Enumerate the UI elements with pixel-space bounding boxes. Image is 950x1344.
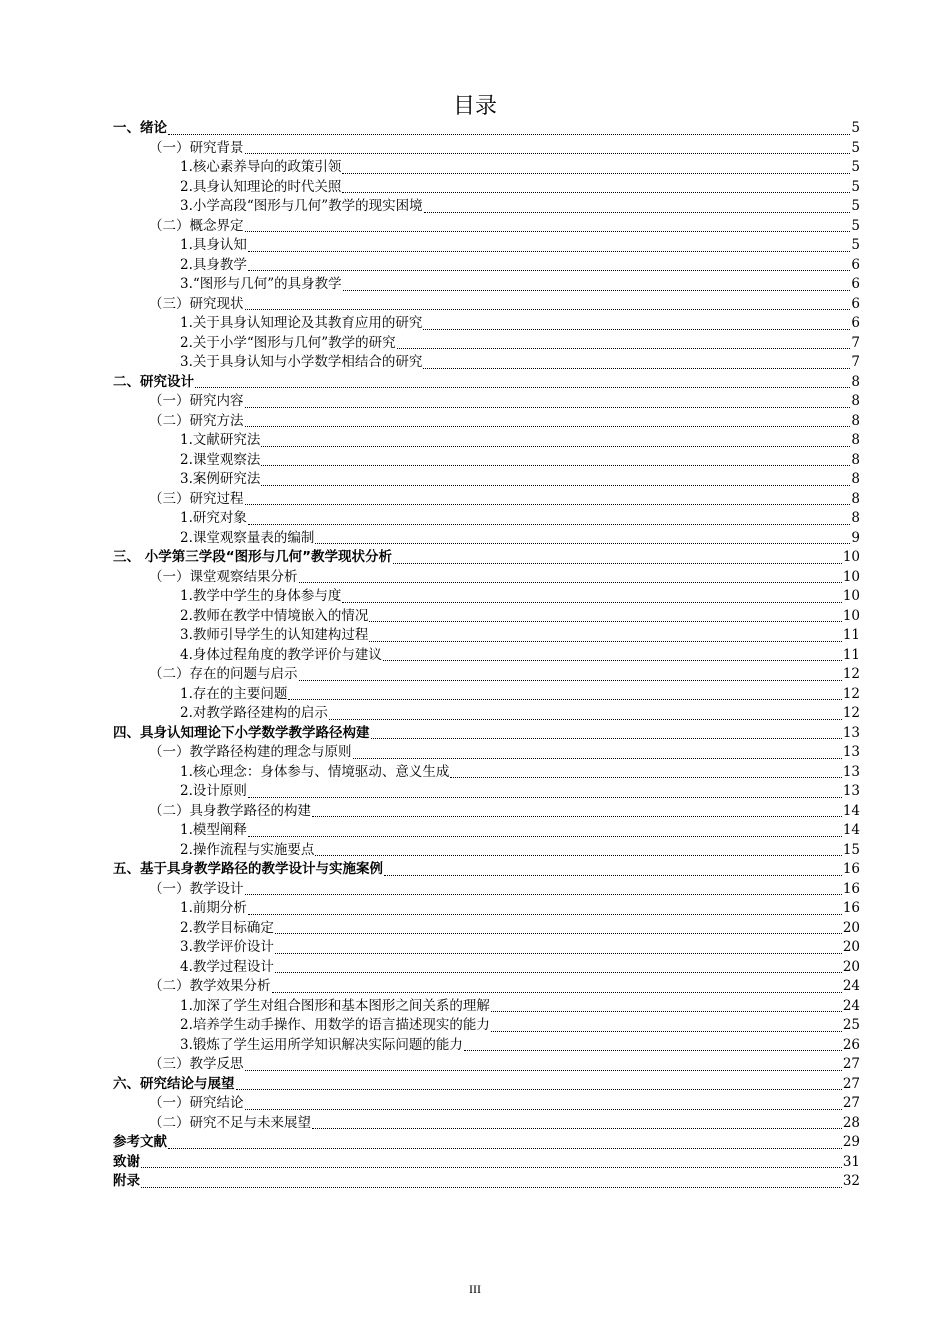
toc-entry-page-number: 32 — [842, 1173, 860, 1189]
toc-entry-page-number: 12 — [842, 666, 860, 682]
dot-leader — [299, 581, 842, 583]
toc-entry-label: 2.具身教学 — [180, 256, 247, 273]
toc-entry-label: （二）研究方法 — [149, 412, 244, 429]
toc-entry[interactable] — [113, 782, 860, 802]
dot-leader — [315, 542, 850, 544]
toc-entry-label: 1.核心素养导向的政策引领 — [180, 159, 342, 175]
toc-entry[interactable] — [113, 919, 860, 939]
toc-entry-label: 1.具身认知 — [180, 237, 247, 253]
dot-leader — [245, 1069, 842, 1071]
dot-leader — [342, 191, 850, 193]
dot-leader — [248, 250, 851, 252]
toc-entry[interactable] — [113, 821, 860, 841]
toc-entry-page-number: 6 — [851, 276, 860, 292]
toc-entry-page-number: 27 — [842, 1095, 860, 1111]
dot-leader — [450, 776, 841, 778]
toc-entry[interactable] — [113, 334, 860, 354]
toc-entry-label: （二）存在的问题与启示 — [149, 666, 298, 682]
toc-entry-page-number: 13 — [842, 724, 860, 741]
toc-entry-label: 一、绪论 — [113, 120, 167, 136]
toc-entry-page-number: 5 — [851, 139, 860, 156]
toc-entry-page-number: 20 — [842, 919, 860, 936]
dot-leader — [245, 1108, 842, 1110]
dot-leader — [168, 1147, 842, 1149]
toc-entry-label: 2.对教学路径建构的启示 — [180, 705, 328, 721]
toc-entry-label: 3.教师引导学生的认知建构过程 — [180, 627, 369, 643]
toc-entry-label: 2.关于小学“图形与几何”教学的研究 — [180, 334, 396, 351]
toc-entry[interactable] — [113, 1055, 860, 1075]
toc-entry-page-number: 13 — [842, 763, 860, 780]
table-of-contents — [113, 119, 860, 1192]
toc-entry-label: 3.“图形与几何”的具身教学 — [180, 276, 342, 292]
toc-entry[interactable] — [113, 236, 860, 256]
dot-leader — [342, 172, 850, 174]
dot-leader — [236, 1088, 842, 1090]
toc-entry-label: （一）研究结论 — [149, 1095, 244, 1111]
toc-entry[interactable] — [113, 958, 860, 978]
toc-entry[interactable] — [113, 197, 860, 217]
toc-entry[interactable] — [113, 607, 860, 627]
dot-leader — [141, 1186, 842, 1188]
toc-entry-page-number: 8 — [851, 412, 860, 429]
toc-entry-page-number: 16 — [842, 880, 860, 897]
toc-entry-page-number: 6 — [851, 256, 860, 273]
toc-entry-page-number: 8 — [851, 471, 860, 487]
toc-entry[interactable] — [113, 1153, 860, 1173]
dot-leader — [245, 893, 842, 895]
toc-entry-label: （三）研究现状 — [149, 295, 244, 312]
dot-leader — [245, 230, 851, 232]
dot-leader — [275, 932, 842, 934]
toc-entry-page-number: 16 — [842, 900, 860, 916]
toc-entry-label: 2.具身认知理论的时代关照 — [180, 178, 342, 195]
toc-entry-label: 3.教学评价设计 — [180, 939, 274, 955]
toc-entry-page-number: 8 — [851, 432, 860, 448]
dot-leader — [329, 718, 842, 720]
toc-entry-label: 1.存在的主要问题 — [180, 685, 288, 702]
toc-entry-page-number: 8 — [851, 510, 860, 526]
toc-entry[interactable] — [113, 977, 860, 997]
toc-entry-label: 1.研究对象 — [180, 510, 247, 526]
toc-entry-page-number: 24 — [842, 997, 860, 1014]
toc-entry-label: 2.教师在教学中情境嵌入的情况 — [180, 607, 369, 624]
dot-leader — [248, 913, 842, 915]
toc-entry-label: 1.文献研究法 — [180, 432, 261, 448]
toc-entry[interactable] — [113, 353, 860, 373]
dot-leader — [261, 445, 850, 447]
dot-leader — [275, 952, 842, 954]
toc-entry-label: 六、研究结论与展望 — [113, 1075, 235, 1092]
toc-entry[interactable] — [113, 1094, 860, 1114]
dot-leader — [272, 991, 842, 993]
toc-entry[interactable] — [113, 997, 860, 1017]
toc-entry-label: 参考文献 — [113, 1134, 167, 1150]
toc-entry[interactable] — [113, 665, 860, 685]
toc-entry-page-number: 8 — [851, 373, 860, 390]
toc-entry-label: 2.操作流程与实施要点 — [180, 841, 315, 858]
dot-leader — [168, 133, 850, 135]
toc-entry-label: （一）研究背景 — [149, 139, 244, 156]
dot-leader — [393, 562, 842, 564]
dot-leader — [397, 347, 851, 349]
toc-entry-page-number: 14 — [842, 822, 860, 838]
toc-entry-page-number: 5 — [851, 120, 860, 136]
toc-entry[interactable] — [113, 178, 860, 198]
toc-entry-label: （一）研究内容 — [149, 393, 244, 409]
toc-entry-page-number: 25 — [842, 1017, 860, 1033]
toc-entry-page-number: 10 — [842, 549, 860, 565]
toc-entry[interactable] — [113, 275, 860, 295]
toc-entry[interactable] — [113, 724, 860, 744]
toc-entry-page-number: 14 — [842, 802, 860, 819]
dot-leader — [424, 211, 851, 213]
toc-entry-label: 附录 — [113, 1173, 140, 1189]
toc-entry[interactable] — [113, 139, 860, 159]
toc-entry-label: （三）研究过程 — [149, 490, 244, 507]
toc-entry-label: 3.关于具身认知与小学数学相结合的研究 — [180, 354, 423, 370]
toc-entry[interactable] — [113, 392, 860, 412]
dot-leader — [491, 1030, 842, 1032]
toc-entry-label: 1.前期分析 — [180, 900, 247, 916]
toc-entry-page-number: 5 — [851, 217, 860, 234]
toc-entry[interactable] — [113, 1114, 860, 1134]
toc-entry-label: 四、具身认知理论下小学数学教学路径构建 — [113, 724, 370, 741]
toc-entry-label: 1.关于具身认知理论及其教育应用的研究 — [180, 315, 423, 331]
toc-entry-label: 2.设计原则 — [180, 783, 247, 799]
dot-leader — [248, 269, 851, 271]
dot-leader — [353, 757, 842, 759]
dot-leader — [245, 152, 851, 154]
toc-entry-label: （二）研究不足与未来展望 — [149, 1114, 311, 1131]
toc-entry[interactable] — [113, 1075, 860, 1095]
toc-entry-label: （二）概念界定 — [149, 217, 244, 234]
toc-entry-page-number: 8 — [851, 490, 860, 507]
toc-entry-page-number: 9 — [851, 529, 860, 546]
toc-entry[interactable] — [113, 587, 860, 607]
toc-entry[interactable] — [113, 412, 860, 432]
toc-entry-label: 二、研究设计 — [113, 373, 194, 390]
toc-entry[interactable] — [113, 217, 860, 237]
toc-entry-page-number: 15 — [842, 841, 860, 858]
toc-entry-page-number: 20 — [842, 958, 860, 975]
page-number: III — [469, 1282, 481, 1296]
toc-entry[interactable] — [113, 431, 860, 451]
toc-entry-page-number: 27 — [842, 1075, 860, 1092]
toc-entry-page-number: 10 — [842, 568, 860, 585]
toc-entry[interactable] — [113, 373, 860, 393]
toc-entry-page-number: 31 — [842, 1153, 860, 1170]
dot-leader — [384, 874, 842, 876]
toc-entry-page-number: 11 — [842, 646, 860, 663]
toc-entry[interactable] — [113, 802, 860, 822]
toc-entry[interactable] — [113, 119, 860, 139]
dot-leader — [369, 620, 841, 622]
toc-entry-page-number: 7 — [851, 354, 860, 370]
toc-entry[interactable] — [113, 1133, 860, 1153]
toc-entry-label: 3.案例研究法 — [180, 471, 261, 487]
toc-entry[interactable] — [113, 1172, 860, 1192]
toc-entry-label: 五、基于具身教学路径的教学设计与实施案例 — [113, 861, 383, 877]
toc-entry-page-number: 10 — [842, 607, 860, 624]
toc-entry-page-number: 5 — [851, 237, 860, 253]
toc-entry-page-number: 27 — [842, 1056, 860, 1072]
toc-entry[interactable] — [113, 704, 860, 724]
toc-entry-page-number: 13 — [842, 783, 860, 799]
dot-leader — [299, 679, 842, 681]
toc-entry-page-number: 29 — [842, 1134, 860, 1150]
dot-leader — [195, 386, 850, 388]
toc-entry-label: 致谢 — [113, 1153, 140, 1170]
toc-entry-page-number: 5 — [851, 159, 860, 175]
toc-entry-label: （二）教学效果分析 — [149, 978, 271, 994]
dot-leader — [371, 737, 842, 739]
toc-entry-page-number: 12 — [842, 705, 860, 721]
toc-entry[interactable] — [113, 295, 860, 315]
dot-leader — [423, 367, 850, 369]
toc-entry[interactable] — [113, 763, 860, 783]
toc-entry-label: 三、 小学第三学段“图形与几何”教学现状分析 — [113, 549, 392, 565]
toc-entry-label: 2.课堂观察法 — [180, 451, 261, 468]
dot-leader — [369, 640, 841, 642]
toc-entry-label: 1.核心理念：身体参与、情境驱动、意义生成 — [180, 763, 450, 780]
toc-entry-page-number: 24 — [842, 978, 860, 994]
toc-entry-label: 2.教学目标确定 — [180, 919, 274, 936]
toc-entry-page-number: 11 — [842, 627, 860, 643]
toc-entry-page-number: 8 — [851, 451, 860, 468]
toc-entry-page-number: 26 — [842, 1036, 860, 1053]
toc-entry[interactable] — [113, 509, 860, 529]
toc-entry[interactable] — [113, 841, 860, 861]
dot-leader — [261, 464, 850, 466]
toc-entry[interactable] — [113, 1016, 860, 1036]
toc-entry-label: （一）课堂观察结果分析 — [149, 568, 298, 585]
toc-entry-label: （二）具身教学路径的构建 — [149, 802, 311, 819]
toc-entry[interactable] — [113, 860, 860, 880]
toc-entry-page-number: 7 — [851, 334, 860, 351]
toc-entry-page-number: 8 — [851, 393, 860, 409]
dot-leader — [315, 854, 841, 856]
dot-leader — [141, 1166, 842, 1168]
toc-entry[interactable] — [113, 626, 860, 646]
toc-entry-label: 4.身体过程角度的教学评价与建议 — [180, 646, 382, 663]
toc-entry[interactable] — [113, 548, 860, 568]
dot-leader — [312, 815, 842, 817]
toc-entry-label: 2.培养学生动手操作、用数学的语言描述现实的能力 — [180, 1017, 490, 1033]
toc-entry-page-number: 13 — [842, 744, 860, 760]
dot-leader — [343, 289, 851, 291]
dot-leader — [248, 523, 851, 525]
toc-entry-label: 3.小学高段“图形与几何”教学的现实困境 — [180, 198, 423, 214]
dot-leader — [275, 971, 842, 973]
toc-entry[interactable] — [113, 899, 860, 919]
toc-entry-page-number: 6 — [851, 315, 860, 331]
toc-entry[interactable] — [113, 158, 860, 178]
toc-entry[interactable] — [113, 314, 860, 334]
toc-entry[interactable] — [113, 743, 860, 763]
toc-entry[interactable] — [113, 1036, 860, 1056]
toc-entry[interactable] — [113, 938, 860, 958]
toc-entry-label: 3.锻炼了学生运用所学知识解决实际问题的能力 — [180, 1036, 463, 1053]
toc-entry[interactable] — [113, 256, 860, 276]
dot-leader — [491, 1010, 842, 1012]
toc-entry-label: （一）教学设计 — [149, 880, 244, 897]
page-title: 目录 — [452, 94, 497, 119]
toc-entry-label: （三）教学反思 — [149, 1056, 244, 1072]
toc-entry-label: 4.教学过程设计 — [180, 958, 274, 975]
dot-leader — [423, 328, 850, 330]
toc-entry-page-number: 6 — [851, 295, 860, 312]
toc-entry-page-number: 12 — [842, 685, 860, 702]
dot-leader — [245, 425, 851, 427]
toc-entry-label: 1.教学中学生的身体参与度 — [180, 588, 342, 604]
toc-entry[interactable] — [113, 568, 860, 588]
toc-entry[interactable] — [113, 490, 860, 510]
toc-entry-label: 1.模型阐释 — [180, 822, 247, 838]
toc-entry[interactable] — [113, 529, 860, 549]
toc-entry-page-number: 16 — [842, 861, 860, 877]
dot-leader — [248, 796, 842, 798]
dot-leader — [288, 698, 841, 700]
dot-leader — [245, 406, 851, 408]
dot-leader — [342, 601, 841, 603]
toc-entry-page-number: 28 — [842, 1114, 860, 1131]
toc-entry-label: 1.加深了学生对组合图形和基本图形之间关系的理解 — [180, 997, 490, 1014]
toc-entry-label: （一）教学路径构建的理念与原则 — [149, 744, 352, 760]
toc-entry-label: 2.课堂观察量表的编制 — [180, 529, 315, 546]
toc-entry[interactable] — [113, 470, 860, 490]
dot-leader — [245, 503, 851, 505]
toc-entry[interactable] — [113, 451, 860, 471]
dot-leader — [312, 1127, 842, 1129]
toc-entry-page-number: 10 — [842, 588, 860, 604]
toc-entry-page-number: 20 — [842, 939, 860, 955]
toc-entry-page-number: 5 — [851, 198, 860, 214]
dot-leader — [248, 835, 842, 837]
dot-leader — [464, 1049, 842, 1051]
toc-entry[interactable] — [113, 880, 860, 900]
toc-entry[interactable] — [113, 646, 860, 666]
toc-entry-page-number: 5 — [851, 178, 860, 195]
toc-entry[interactable] — [113, 685, 860, 705]
dot-leader — [383, 659, 842, 661]
dot-leader — [245, 308, 851, 310]
dot-leader — [261, 484, 850, 486]
